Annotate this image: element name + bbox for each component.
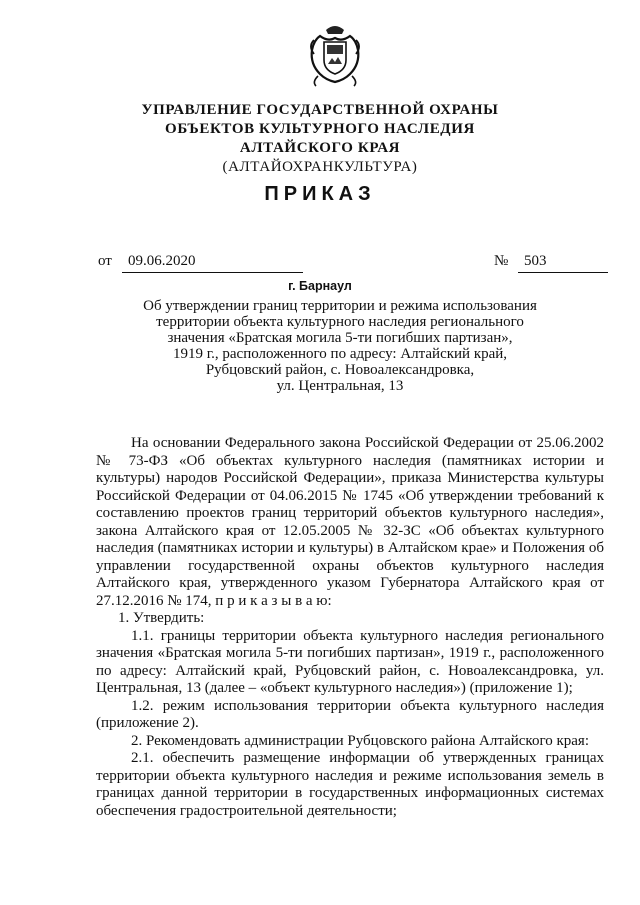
organization-name — [0, 101, 640, 177]
date-number-row — [98, 253, 606, 275]
subject-line: значения «Братская могила 5-ти погибших партизан», — [167, 330, 513, 346]
org-line: (АЛТАЙОХРАНКУЛЬТУРА) — [222, 159, 418, 175]
order-subject — [120, 298, 560, 394]
org-line: АЛТАЙСКОГО КРАЯ — [239, 140, 401, 156]
clause-1-1: 1.1. границы территории объекта культурного наследия регионального значения «Братская могила 5-ти погибших партизан», 1919 г., расположенного по адресу: Алтайский край, Рубцовский район, с. Новоалександровка, ул. Центральная, 13 (далее – «объект культурного наследия») (приложение 1); — [96, 627, 604, 696]
order-body — [96, 435, 604, 820]
subject-line: Рубцовский район, с. Новоалександровка, — [205, 362, 475, 378]
number-prefix: № — [494, 253, 509, 269]
clause-2: 2. Рекомендовать администрации Рубцовского района Алтайского края: — [131, 732, 589, 749]
clause-2-1: 2.1. обеспечить размещение информации об утвержденных границах территории объекта культурного наследия и режиме использования земель в границах данной территории в государственных информационных системах обеспечения градостроительной деятельности; — [96, 750, 604, 819]
coat-of-arms-icon — [306, 20, 364, 88]
document-title: ПРИКАЗ — [264, 183, 376, 205]
subject-line: территории объекта культурного наследия регионального — [156, 314, 524, 330]
order-date: 09.06.2020 — [122, 253, 303, 273]
org-line: ОБЪЕКТОВ КУЛЬТУРНОГО НАСЛЕДИЯ — [165, 121, 475, 137]
clause-1-2: 1.2. режим использования территории объекта культурного наследия (приложение 2). — [96, 697, 604, 731]
subject-line: ул. Центральная, 13 — [276, 378, 404, 394]
date-prefix: от — [98, 253, 112, 269]
clause-1: 1. Утвердить: — [118, 610, 205, 626]
org-line: УПРАВЛЕНИЕ ГОСУДАРСТВЕННОЙ ОХРАНЫ — [141, 102, 499, 118]
preamble-paragraph: На основании Федерального закона Российской Федерации от 25.06.2002 № 73-ФЗ «Об объектах культурного наследия (памятниках истории и культуры) народов Российской Федерации», приказа Министерства культуры Российской Федерации от 04.06.2015 № 1745 «Об утверждении требований к составлению проектов границ территорий объектов культурного наследия», закона Алтайского края от 12.05.2005 № 32-ЗС «Об объектах культурного наследия (памятниках истории и культуры) в Алтайском крае» и Положения об управлении государственной охраны объектов культурного наследия Алтайского края, утвержденного указом Губернатора Алтайского края от 27.12.2016 № 174, п р и к а з ы в а ю: — [96, 435, 604, 609]
city: г. Барнаул — [288, 279, 352, 293]
order-number: 503 — [518, 253, 608, 273]
subject-line: 1919 г., расположенного по адресу: Алтайский край, — [172, 346, 508, 362]
subject-line: Об утверждении границ территории и режима использования — [143, 298, 537, 314]
